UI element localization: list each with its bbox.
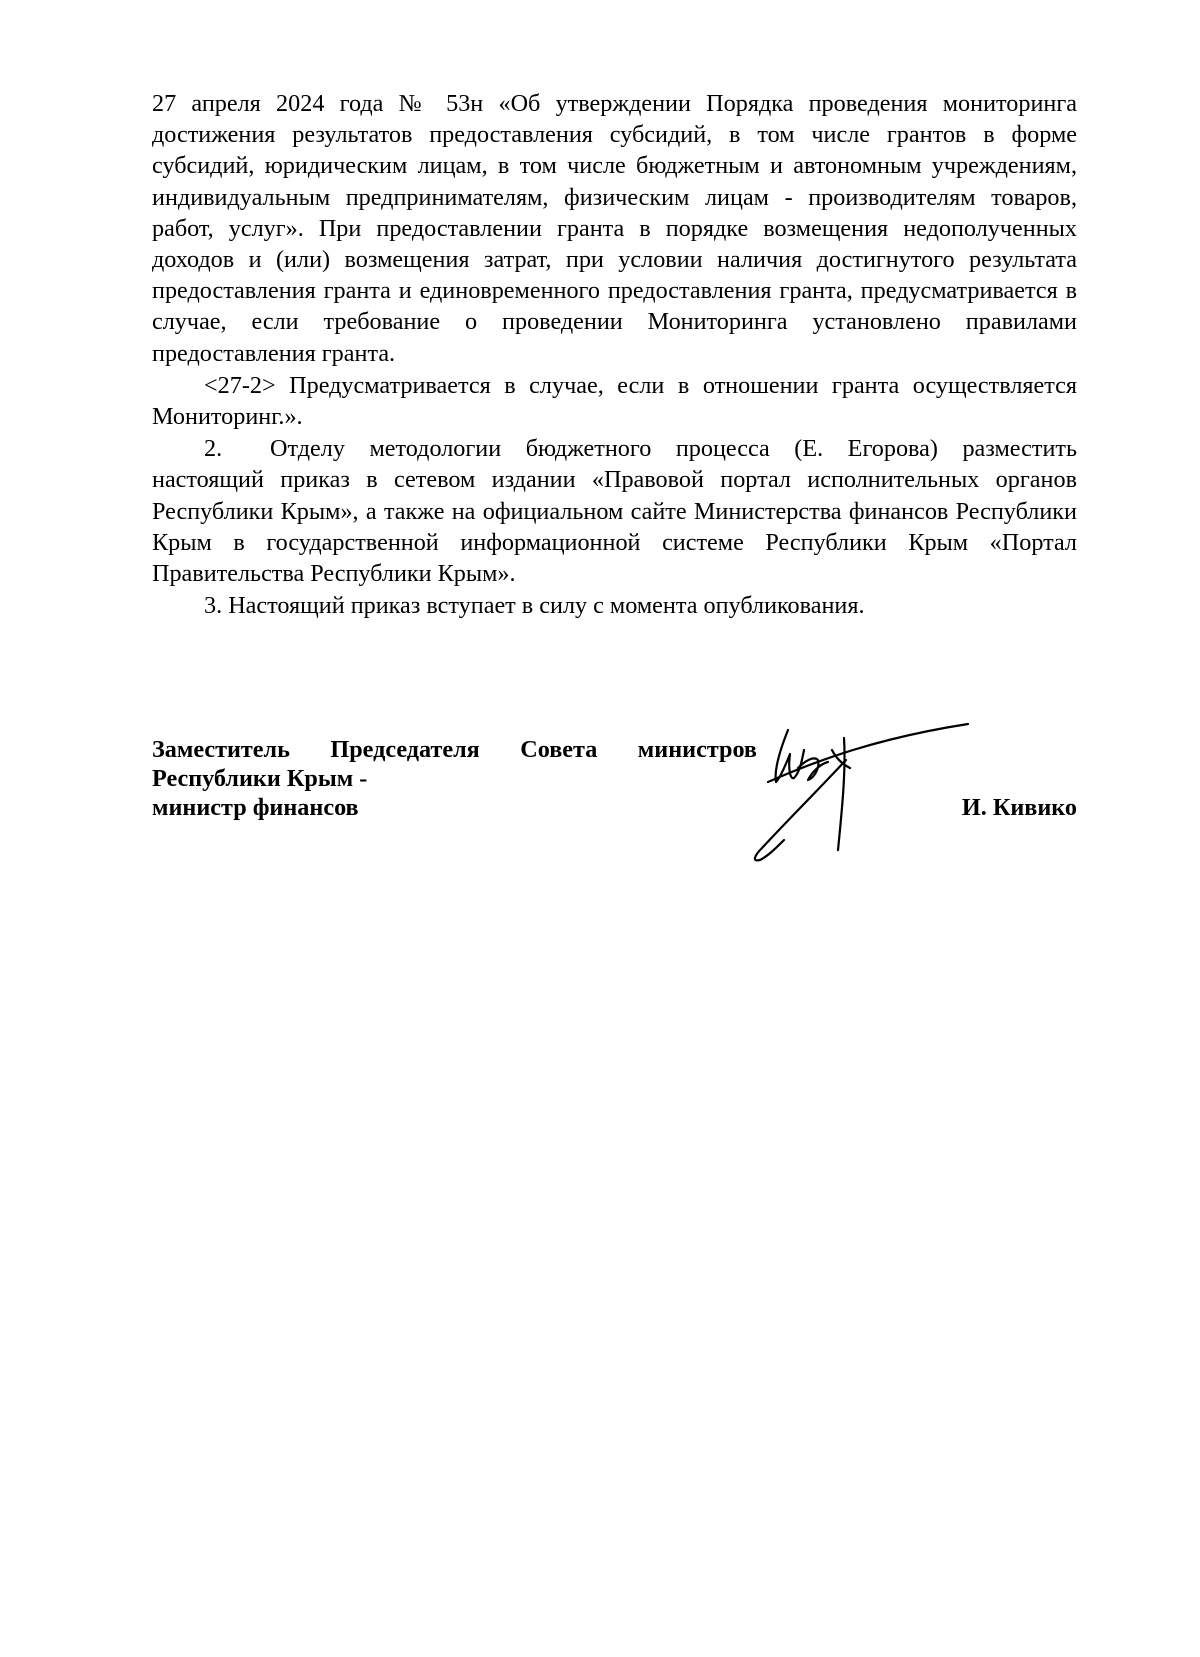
signatory-title-line-3: министр финансов	[152, 794, 359, 821]
signatory-title-line-2: Республики Крым -	[152, 765, 368, 792]
signatory-name: И. Кивико	[961, 794, 1077, 821]
item-2-number: 2.	[204, 435, 223, 463]
paragraph-footnote-27-2: <27-2> Предусматривается в случае, если в отношении гранта осуществляется Мониторинг.».	[152, 371, 1077, 431]
document-body	[152, 88, 1077, 621]
item-2-text: Отделу методологии бюджетного процесса (Е. Егорова) разместить настоящий приказ в сетевом издании «Правовой портал исполнительных органов Республики Крым», а также на официальном сайте Министерства финансов Республики Крым в государственной информационной системе Республики Крым «Портал Правительства Республики Крым».	[152, 435, 1077, 588]
paragraph-continuation: 27 апреля 2024 года № 53н «Об утверждении Порядка проведения мониторинга достижения результатов предоставления субсидий, в том числе грантов в форме субсидий, юридическим лицам, в том числе бюджетным и автономным учреждениям, индивидуальным предпринимателям, физическим лицам - производителям товаров, работ, услуг». При предоставлении гранта в порядке возмещения недополученных доходов и (или) возмещения затрат, при условии наличия достигнутого результата предоставления гранта и единовременного предоставления гранта, предусматривается в случае, если требование о проведении Мониторинга установлено правилами предоставления гранта.	[152, 90, 1077, 367]
handwritten-signature-icon	[728, 720, 978, 870]
signatory-title-line-1: Заместитель Председателя Совета министров	[152, 736, 757, 763]
paragraph-item-2	[152, 433, 1077, 589]
paragraph-item-3: 3. Настоящий приказ вступает в силу с момента опубликования.	[204, 592, 865, 620]
